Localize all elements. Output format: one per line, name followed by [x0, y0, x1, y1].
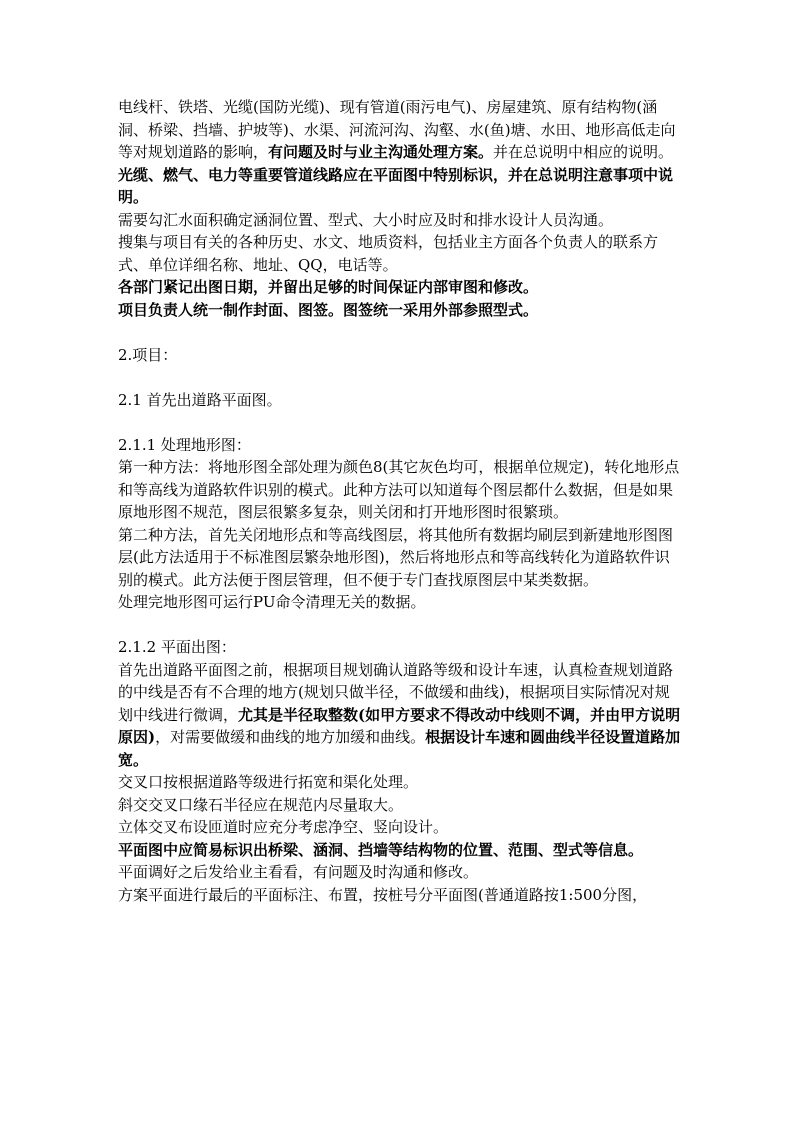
intro-paragraph-6: 项目负责人统一制作封面、图签。图签统一采用外部参照型式。: [118, 300, 539, 319]
intro-paragraph-5: 各部门紧记出图日期，并留出足够的时间保证内部审图和修改。: [118, 278, 539, 296]
plan-paragraph-3: 斜交交叉口缘石半径应在规范内尽量取大。: [118, 795, 404, 814]
method-1-paragraph: 第一种方法：将地形图全部处理为颜色8(其它灰色均可，根据单位规定)，转化地形点和等高线为道路软件识别的模式。此种方法可以知道每个图层都什么数据，但是如果原地形图不规范，图层很繁多复杂，则关闭和打开地形图时很繁琐。: [118, 458, 680, 521]
method-cleanup-paragraph: 处理完地形图可运行PU命令清理无关的数据。: [118, 593, 426, 611]
spacer: [118, 321, 682, 344]
plan-paragraph-4: 立体交叉布设匝道时应充分考虑净空、竖向设计。: [118, 818, 449, 836]
intro-p1-bold: 有问题及时与业主沟通处理方案。: [268, 143, 494, 161]
subsection-2-1-heading: 2.1 首先出道路平面图。: [118, 390, 282, 409]
subsection-2-1-2-heading: 2.1.2 平面出图：: [118, 638, 236, 656]
plan-paragraph-2: 交叉口按根据道路等级进行拓宽和渠化处理。: [118, 773, 419, 791]
spacer: [118, 411, 682, 434]
section-2-heading: 2.项目：: [118, 345, 178, 364]
subsection-2-1-1-heading: 2.1.1 处理地形图：: [118, 435, 251, 454]
plan-paragraph-7: 方案平面进行最后的平面标注、布置，按桩号分平面图(普通道路按1:500分图，: [118, 885, 648, 904]
plan-p1-bold-1: 尤其是半径取整数(如甲方要求不得改动中线则不调，并由甲方说明原因): [118, 705, 681, 746]
intro-paragraph-3: 需要勾汇水面积确定涵洞位置、型式、大小时应及时和排水设计人员沟通。: [118, 210, 614, 229]
method-2-paragraph: 第二种方法，首先关闭地形点和等高线图层，将其他所有数据均刷层到新建地形图图层(此方法适用于不标准图层繁杂地形图)，然后将地形点和等高线转化为道路软件识别的模式。此方法便于图层管理，但不便于专门查找原图层中某类数据。: [118, 525, 674, 589]
intro-p1-text-a: 电线杆、铁塔、光缆(国防光缆)、现有管道(雨污电气)、房屋建筑、原有结构物(涵洞、桥梁、挡墙、护坡等)、水渠、河流河沟、沟壑、水(鱼)塘、水田、地形高低走向等对规划道路的影响，: [118, 98, 676, 161]
spacer: [118, 614, 682, 637]
spacer: [118, 366, 682, 389]
intro-paragraph-2: 光缆、燃气、电力等重要管道线路应在平面图中特别标识，并在总说明注意事项中说明。: [118, 165, 674, 206]
plan-p1-text-b: ，对需要做缓和曲线的地方加缓和曲线。: [155, 728, 426, 746]
intro-p1-text-b: 并在总说明中相应的说明。: [493, 143, 674, 161]
plan-paragraph-6: 平面调好之后发给业主看看，有问题及时沟通和修改。: [118, 863, 479, 881]
plan-p1-bold-2: 根据设计车速和圆曲线半径设置道路加宽。: [118, 728, 681, 769]
intro-paragraph-4: 搜集与项目有关的各种历史、水文、地质资料，包括业主方面各个负责人的联系方式、单位详细名称、地址、QQ，电话等。: [118, 233, 659, 274]
plan-paragraph-5: 平面图中应简易标识出桥梁、涵洞、挡墙等结构物的位置、范围、型式等信息。: [118, 840, 644, 859]
intro-paragraph-1: [118, 96, 682, 164]
plan-paragraph-1: [118, 659, 682, 772]
plan-p1-text-a: 首先出道路平面图之前，根据项目规划确认道路等级和设计车速，认真检查规划道路的中线是否有不合理的地方(规划只做半径，不做缓和曲线)，根据项目实际情况对规划中线进行微调，: [118, 660, 674, 724]
document-page: [118, 96, 682, 906]
